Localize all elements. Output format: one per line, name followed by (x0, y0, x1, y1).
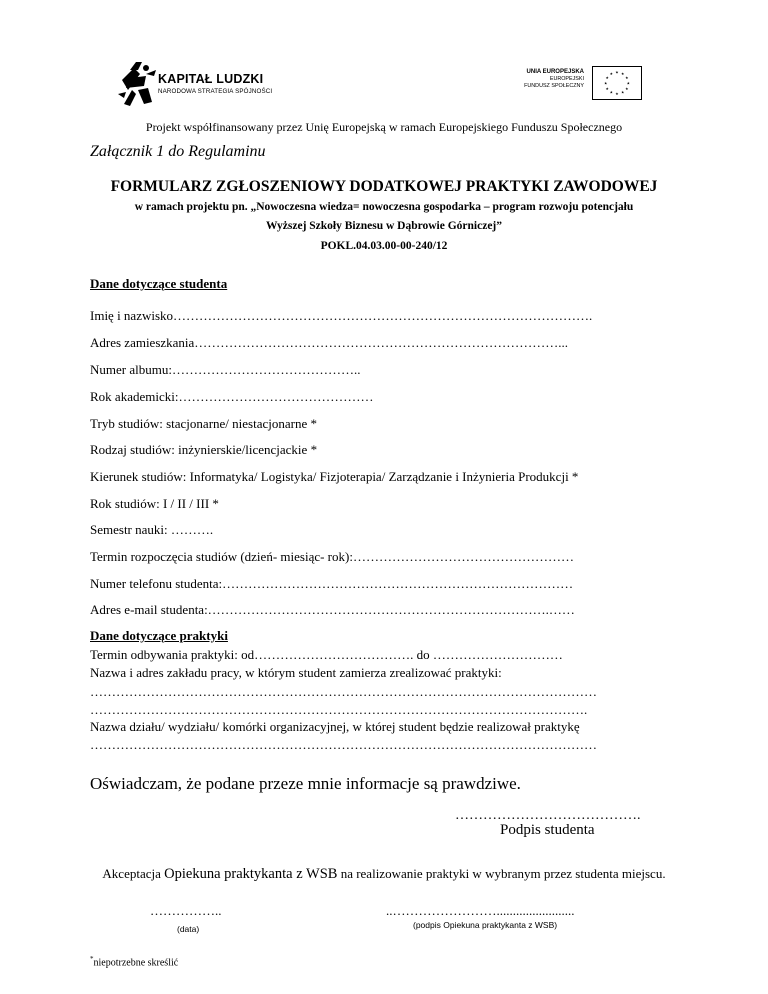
internship-section-heading: Dane dotyczące praktyki (90, 628, 228, 643)
eu-flag-icon (592, 66, 642, 100)
field-study-mode[interactable]: Tryb studiów: stacjonarne/ niestacjonarne * (90, 416, 317, 431)
svg-text:★: ★ (615, 92, 619, 97)
project-subtitle-2: Wyższej Szkoły Biznesu w Dąbrowie Górniczej” (265, 220, 503, 232)
field-phone[interactable]: Numer telefonu studenta:……………………………………………………………………… (90, 576, 574, 591)
department-label: Nazwa działu/ wydziału/ komórki organizacyjnej, w której student będzie realizował praktykę (90, 719, 580, 734)
field-field-of-study[interactable]: Kierunek studiów: Informatyka/ Logistyka/ Fizjoterapia/ Zarządzanie i Inżynieria Produkcji * (90, 469, 579, 484)
eu-logo-text (524, 69, 584, 91)
cofinancing-note: Projekt współfinansowany przez Unię Europejską w ramach Europejskiego Funduszu Społecznego (145, 120, 623, 134)
field-study-type[interactable]: Rodzaj studiów: inżynierskie/licencjackie * (90, 442, 318, 457)
acceptance-part-2: Opiekuna praktykanta z WSB (164, 866, 338, 882)
date-line[interactable]: …………….. (150, 903, 222, 918)
acceptance-text (0, 866, 768, 883)
annex-label: Załącznik 1 do Regulaminu (90, 143, 266, 160)
date-label: (data) (177, 924, 200, 934)
kapital-ludzki-logo (116, 60, 276, 106)
supervisor-signature-label: (podpis Opiekuna praktykanta z WSB) (413, 920, 558, 930)
project-subtitle-1: w ramach projektu pn. „Nowoczesna wiedza= nowoczesna gospodarka – program rozwoju potencjału (134, 201, 634, 213)
student-signature-line[interactable]: …………………………………. (455, 808, 641, 823)
svg-text:★: ★ (615, 70, 619, 75)
kapital-ludzki-subtitle: NARODOWA STRATEGIA SPÓJNOŚCI (158, 88, 273, 95)
svg-text:★: ★ (626, 81, 630, 86)
project-code: POKL.04.03.00-00-240/12 (320, 240, 448, 252)
supervisor-signature-line[interactable]: ..……………………........................ (386, 903, 575, 918)
svg-text:★: ★ (620, 72, 625, 77)
eu-line-1: UNIA EUROPEJSKA (526, 69, 584, 75)
svg-text:★: ★ (609, 72, 614, 77)
footnote-text: niepotrzebne skreślić (93, 957, 179, 969)
declaration-text: Oświadczam, że podane przeze mnie informacje są prawdziwe. (90, 774, 521, 793)
svg-text:★: ★ (605, 75, 609, 80)
student-section-heading: Dane dotyczące studenta (90, 276, 228, 291)
field-internship-dates[interactable]: Termin odbywania praktyki: od………………………………. do ………………………… (90, 647, 563, 662)
employer-line-2[interactable]: ……………………………………………………………………………………………………. (90, 702, 588, 717)
eu-logo (522, 66, 642, 102)
svg-text:★: ★ (605, 86, 609, 91)
field-study-start-date[interactable]: Termin rozpoczęcia studiów (dzień- miesiąc- rok):…………………………………………… (90, 549, 574, 564)
field-year-of-study[interactable]: Rok studiów: I / II / III * (90, 496, 219, 511)
field-address[interactable]: Adres zamieszkania…………………………………………………………………………... (90, 335, 569, 350)
svg-text:★: ★ (620, 90, 625, 95)
employer-line-1[interactable]: ……………………………………………………………………………………………………… (90, 684, 597, 699)
footnote (90, 955, 178, 968)
field-album-number[interactable]: Numer albumu:…………………………………….. (90, 362, 361, 377)
eu-line-2: EUROPEJSKI (549, 76, 584, 83)
kapital-ludzki-emblem-icon (116, 60, 160, 106)
acceptance-part-1: Akceptacja (102, 866, 165, 881)
field-email[interactable]: Adres e-mail studenta:…………………………………………………………………….…… (90, 602, 575, 617)
footnote-mark: * (90, 955, 94, 963)
acceptance-part-3: na realizowanie praktyki w wybranym przez studenta miejscu. (337, 866, 666, 881)
svg-text:★: ★ (604, 81, 608, 86)
kapital-ludzki-title: KAPITAŁ LUDZKI (158, 72, 264, 86)
student-signature-label: Podpis studenta (500, 822, 595, 838)
field-semester[interactable]: Semestr nauki: ………. (90, 522, 214, 537)
svg-text:★: ★ (609, 90, 614, 95)
svg-text:★: ★ (625, 86, 629, 91)
form-title: FORMULARZ ZGŁOSZENIOWY DODATKOWEJ PRAKTYKI ZAWODOWEJ (110, 178, 658, 195)
field-name[interactable]: Imię i nazwisko……………………………………………………………………………………. (90, 308, 593, 323)
eu-line-3: FUNDUSZ SPOŁECZNY (524, 83, 584, 90)
svg-text:★: ★ (625, 75, 629, 80)
employer-label: Nazwa i adres zakładu pracy, w którym student zamierza zrealizować praktyki: (90, 665, 502, 680)
department-line[interactable]: ……………………………………………………………………………………………………… (90, 737, 597, 752)
field-academic-year[interactable]: Rok akademicki:……………………………………… (90, 389, 374, 404)
